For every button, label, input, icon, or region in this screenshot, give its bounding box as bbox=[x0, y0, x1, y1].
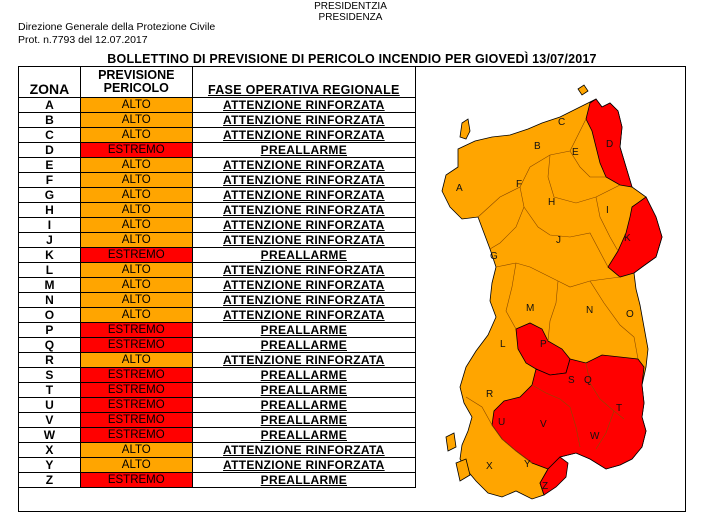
zone-letter: O bbox=[19, 308, 81, 323]
operational-phase: ATTENZIONE RINFORZATA bbox=[192, 98, 415, 113]
operational-phase: ATTENZIONE RINFORZATA bbox=[192, 308, 415, 323]
map-label-X: X bbox=[486, 461, 493, 472]
map-label-V: V bbox=[540, 419, 547, 430]
danger-level: ESTREMO bbox=[80, 473, 192, 488]
sardinia-zone-map bbox=[420, 67, 685, 511]
zone-letter: L bbox=[19, 263, 81, 278]
table-row bbox=[19, 398, 416, 413]
table-row bbox=[19, 188, 416, 203]
header-presidenza: PRESIDENZA bbox=[318, 12, 383, 23]
danger-level: ALTO bbox=[80, 203, 192, 218]
table-body bbox=[19, 98, 416, 488]
danger-level: ALTO bbox=[80, 128, 192, 143]
table-row bbox=[19, 263, 416, 278]
column-header-previsione-line1: PREVISIONE bbox=[98, 68, 175, 82]
zone-letter: I bbox=[19, 218, 81, 233]
zone-letter: C bbox=[19, 128, 81, 143]
danger-level: ESTREMO bbox=[80, 368, 192, 383]
map-label-B: B bbox=[534, 141, 541, 152]
map-label-Y: Y bbox=[524, 459, 531, 470]
column-header-previsione-line2: PERICOLO bbox=[103, 81, 169, 95]
zone-letter: S bbox=[19, 368, 81, 383]
zone-letter: W bbox=[19, 428, 81, 443]
operational-phase: ATTENZIONE RINFORZATA bbox=[192, 113, 415, 128]
map-label-S: S bbox=[568, 375, 575, 386]
department-name: Direzione Generale della Protezione Civile bbox=[18, 21, 216, 33]
danger-level: ESTREMO bbox=[80, 383, 192, 398]
table-row bbox=[19, 338, 416, 353]
table-header-row bbox=[19, 67, 416, 98]
map-label-U: U bbox=[498, 417, 506, 428]
table-row bbox=[19, 98, 416, 113]
map-label-J: J bbox=[556, 235, 561, 246]
zone-letter: Z bbox=[19, 473, 81, 488]
header-presidentzia: PRESIDENTZIA bbox=[314, 1, 387, 12]
map-label-D: D bbox=[606, 139, 614, 150]
operational-phase: ATTENZIONE RINFORZATA bbox=[192, 128, 415, 143]
table-row bbox=[19, 128, 416, 143]
table-row bbox=[19, 443, 416, 458]
zone-letter: U bbox=[19, 398, 81, 413]
operational-phase: PREALLARME bbox=[192, 323, 415, 338]
table-row bbox=[19, 173, 416, 188]
map-label-I: I bbox=[606, 205, 609, 216]
table-row bbox=[19, 203, 416, 218]
table-row bbox=[19, 353, 416, 368]
table-row bbox=[19, 248, 416, 263]
operational-phase: ATTENZIONE RINFORZATA bbox=[192, 278, 415, 293]
zone-letter: J bbox=[19, 233, 81, 248]
danger-level: ALTO bbox=[80, 443, 192, 458]
map-label-M: M bbox=[526, 303, 535, 314]
operational-phase: ATTENZIONE RINFORZATA bbox=[192, 188, 415, 203]
operational-phase: ATTENZIONE RINFORZATA bbox=[192, 353, 415, 368]
danger-level: ALTO bbox=[80, 458, 192, 473]
table-row bbox=[19, 308, 416, 323]
map-label-P: P bbox=[540, 339, 547, 350]
operational-phase: ATTENZIONE RINFORZATA bbox=[192, 173, 415, 188]
map-label-K: K bbox=[624, 233, 631, 244]
zone-letter: V bbox=[19, 413, 81, 428]
table-row bbox=[19, 293, 416, 308]
operational-phase: PREALLARME bbox=[192, 473, 415, 488]
zone-letter: N bbox=[19, 293, 81, 308]
zone-letter: K bbox=[19, 248, 81, 263]
operational-phase: ATTENZIONE RINFORZATA bbox=[192, 263, 415, 278]
danger-level: ALTO bbox=[80, 218, 192, 233]
danger-level: ALTO bbox=[80, 233, 192, 248]
bulletin-title: BOLLETTINO DI PREVISIONE DI PERICOLO INCENDIO PER GIOVEDÌ 13/07/2017 bbox=[107, 52, 597, 66]
danger-level: ESTREMO bbox=[80, 413, 192, 428]
map-label-F: F bbox=[516, 179, 523, 190]
column-header-zona: ZONA bbox=[19, 67, 81, 98]
operational-phase: ATTENZIONE RINFORZATA bbox=[192, 443, 415, 458]
zone-letter: D bbox=[19, 143, 81, 158]
map-label-G: G bbox=[490, 251, 498, 262]
operational-phase: PREALLARME bbox=[192, 248, 415, 263]
danger-level: ESTREMO bbox=[80, 248, 192, 263]
operational-phase: ATTENZIONE RINFORZATA bbox=[192, 233, 415, 248]
operational-phase: PREALLARME bbox=[192, 368, 415, 383]
operational-phase: ATTENZIONE RINFORZATA bbox=[192, 218, 415, 233]
danger-level: ALTO bbox=[80, 263, 192, 278]
table-row bbox=[19, 233, 416, 248]
zone-letter: G bbox=[19, 188, 81, 203]
danger-level: ALTO bbox=[80, 308, 192, 323]
island-asinara bbox=[460, 119, 470, 139]
danger-level: ALTO bbox=[80, 293, 192, 308]
danger-level: ESTREMO bbox=[80, 428, 192, 443]
zone-letter: E bbox=[19, 158, 81, 173]
table-row bbox=[19, 368, 416, 383]
table-row bbox=[19, 383, 416, 398]
table-row bbox=[19, 218, 416, 233]
table-row bbox=[19, 143, 416, 158]
zone-letter: R bbox=[19, 353, 81, 368]
map-label-W: W bbox=[590, 431, 600, 442]
table-row bbox=[19, 113, 416, 128]
map-label-E: E bbox=[572, 147, 579, 158]
table-row bbox=[19, 473, 416, 488]
protocol-number: Prot. n.7793 del 12.07.2017 bbox=[18, 34, 148, 46]
zone-letter: Q bbox=[19, 338, 81, 353]
island-san-pietro bbox=[446, 433, 456, 451]
zone-letter: F bbox=[19, 173, 81, 188]
map-label-N: N bbox=[586, 305, 594, 316]
table-row bbox=[19, 428, 416, 443]
table-row bbox=[19, 458, 416, 473]
operational-phase: ATTENZIONE RINFORZATA bbox=[192, 293, 415, 308]
operational-phase: ATTENZIONE RINFORZATA bbox=[192, 158, 415, 173]
operational-phase: ATTENZIONE RINFORZATA bbox=[192, 203, 415, 218]
danger-level: ALTO bbox=[80, 278, 192, 293]
danger-level: ALTO bbox=[80, 173, 192, 188]
map-label-A: A bbox=[456, 183, 463, 194]
zone-letter: P bbox=[19, 323, 81, 338]
danger-level: ALTO bbox=[80, 353, 192, 368]
danger-level: ALTO bbox=[80, 98, 192, 113]
map-label-C: C bbox=[558, 117, 566, 128]
map-label-L: L bbox=[500, 339, 506, 350]
zone-letter: A bbox=[19, 98, 81, 113]
zone-letter: T bbox=[19, 383, 81, 398]
operational-phase: PREALLARME bbox=[192, 143, 415, 158]
map-label-Z: Z bbox=[542, 481, 549, 492]
operational-phase: PREALLARME bbox=[192, 398, 415, 413]
table-row bbox=[19, 158, 416, 173]
danger-level: ALTO bbox=[80, 188, 192, 203]
danger-level: ALTO bbox=[80, 113, 192, 128]
zone-letter: M bbox=[19, 278, 81, 293]
danger-level: ESTREMO bbox=[80, 143, 192, 158]
column-header-fase: FASE OPERATIVA REGIONALE bbox=[192, 67, 415, 98]
map-label-H: H bbox=[548, 197, 556, 208]
danger-level: ESTREMO bbox=[80, 338, 192, 353]
zone-letter: Y bbox=[19, 458, 81, 473]
zone-letter: X bbox=[19, 443, 81, 458]
danger-level: ESTREMO bbox=[80, 323, 192, 338]
map-label-T: T bbox=[616, 403, 623, 414]
map-label-O: O bbox=[626, 309, 634, 320]
column-header-previsione bbox=[80, 67, 192, 98]
map-label-R: R bbox=[486, 389, 494, 400]
map-label-Q: Q bbox=[584, 375, 592, 386]
table-row bbox=[19, 413, 416, 428]
operational-phase: PREALLARME bbox=[192, 413, 415, 428]
table-row bbox=[19, 323, 416, 338]
operational-phase: PREALLARME bbox=[192, 383, 415, 398]
operational-phase: PREALLARME bbox=[192, 428, 415, 443]
zone-letter: B bbox=[19, 113, 81, 128]
danger-level: ESTREMO bbox=[80, 398, 192, 413]
zone-alert-table bbox=[18, 66, 416, 488]
island-la-maddalena bbox=[578, 85, 588, 95]
zone-letter: H bbox=[19, 203, 81, 218]
operational-phase: PREALLARME bbox=[192, 338, 415, 353]
danger-level: ALTO bbox=[80, 158, 192, 173]
table-row bbox=[19, 278, 416, 293]
operational-phase: ATTENZIONE RINFORZATA bbox=[192, 458, 415, 473]
